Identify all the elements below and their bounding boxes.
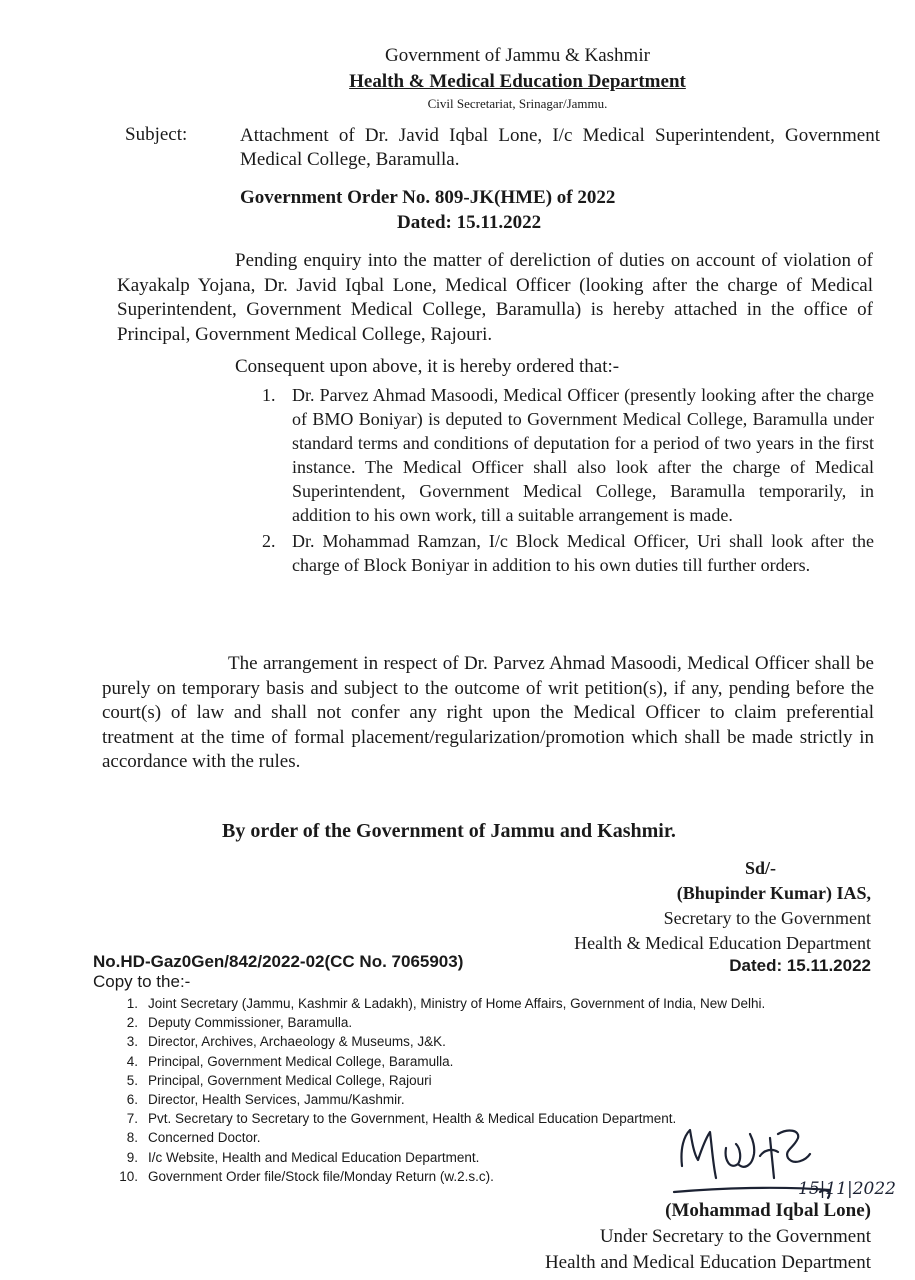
- signatory-name: (Bhupinder Kumar) IAS,: [676, 883, 871, 903]
- order-item-text: Dr. Parvez Ahmad Masoodi, Medical Officer (presently looking after the charge of BMO Boniyar) is deputed to Government Medical College, Baramulla under standard terms and conditions of deputation for a period of two years in the first instance. The Medical Officer shall also look after the charge of Medical Superintendent, Government Medical College, Baramulla temporarily, in addition to his own work, till a suitable arrangement is made.: [292, 385, 874, 525]
- copy-item-text: Deputy Commissioner, Baramulla.: [148, 1015, 353, 1031]
- secretary-signature-block: [574, 856, 871, 956]
- signed-mark: Sd/-: [744, 858, 776, 878]
- body-paragraph-2: Consequent upon above, it is hereby ordered that:-: [235, 356, 620, 377]
- header-government: Government of Jammu & Kashmir: [385, 45, 650, 66]
- order-date: Dated: 15.11.2022: [397, 212, 542, 233]
- order-number: Government Order No. 809-JK(HME) of 2022: [240, 187, 616, 208]
- copy-list-item: [112, 1013, 852, 1032]
- copy-item-number: 5.: [126, 1072, 138, 1088]
- order-list-item: [262, 383, 874, 527]
- copy-item-text: Joint Secretary (Jammu, Kashmir & Ladakh), Ministry of Home Affairs, Government of India, New Delhi.: [148, 996, 766, 1011]
- body-paragraph-1: Pending enquiry into the matter of dereliction of duties on account of violation of Kayakalp Yojana, Dr. Javid Iqbal Lone, Medical Officer (looking after the charge of Medical Superintendent, Government Medical College, Baramulla) is hereby attached in the office of Principal, Government Medical College, Rajouri.: [117, 250, 873, 345]
- copy-list-item: [112, 1032, 852, 1051]
- copy-list-item: [112, 994, 852, 1013]
- under-secretary-title: Under Secretary to the Government: [599, 1226, 871, 1247]
- order-item-number: 1.: [262, 385, 276, 405]
- copy-item-text: I/c Website, Health and Medical Education Department.: [148, 1149, 480, 1165]
- order-list: [262, 383, 874, 579]
- copy-list-item: [112, 1071, 852, 1090]
- svg-text:15|11|2022: 15|11|2022: [798, 1179, 896, 1199]
- copy-item-text: Director, Archives, Archaeology & Museums, J&K.: [148, 1034, 446, 1050]
- header-address: Civil Secretariat, Srinagar/Jammu.: [427, 96, 608, 111]
- reference-number: No.HD-Gaz0Gen/842/2022-02(CC No. 7065903): [93, 952, 464, 971]
- by-order-line: By order of the Government of Jammu and Kashmir.: [222, 820, 676, 842]
- copy-item-number: 2.: [126, 1015, 138, 1031]
- body-paragraph-3: The arrangement in respect of Dr. Parvez Ahmad Masoodi, Medical Officer shall be purely on temporary basis and subject to the outcome of writ petition(s), if any, pending before the court(s) of law and shall not confer any right upon the Medical Officer to claim preferential treatment at the time of formal placement/regularization/promotion which shall be made strictly in accordance with the rules.: [102, 653, 874, 772]
- header-department: Health & Medical Education Department: [349, 71, 686, 92]
- copy-item-text: Government Order file/Stock file/Monday Return (w.2.s.c).: [148, 1168, 494, 1184]
- copy-item-text: Concerned Doctor.: [148, 1130, 261, 1146]
- copy-item-number: 7.: [126, 1111, 138, 1127]
- signatory-title: Secretary to the Government: [663, 908, 871, 928]
- copy-item-number: 8.: [126, 1130, 138, 1146]
- under-secretary-signature-block: [545, 1198, 871, 1276]
- copy-item-text: Principal, Government Medical College, Baramulla.: [148, 1053, 454, 1069]
- copy-item-text: Pvt. Secretary to Secretary to the Government, Health & Medical Education Department.: [148, 1111, 677, 1127]
- copy-item-number: 3.: [126, 1034, 138, 1050]
- copy-item-number: 4.: [126, 1053, 138, 1069]
- subject-label: Subject:: [125, 124, 188, 145]
- under-secretary-name: (Mohammad Iqbal Lone): [665, 1200, 871, 1221]
- signatory-department: Health & Medical Education Department: [574, 933, 871, 953]
- order-item-text: Dr. Mohammad Ramzan, I/c Block Medical Officer, Uri shall look after the charge of Block Boniyar in addition to his own duties till further orders.: [292, 531, 874, 575]
- copy-list-item: [112, 1090, 852, 1109]
- copy-item-number: 1.: [126, 996, 138, 1011]
- under-secretary-department: Health and Medical Education Department: [544, 1252, 871, 1273]
- copy-list-item: [112, 1052, 852, 1071]
- copy-item-number: 9.: [126, 1149, 138, 1165]
- copy-item-text: Principal, Government Medical College, Rajouri: [148, 1072, 432, 1088]
- copy-item-number: 6.: [126, 1092, 138, 1108]
- reference-date: Dated: 15.11.2022: [729, 956, 871, 975]
- copy-to-label: Copy to the:-: [93, 972, 191, 991]
- copy-item-text: Director, Health Services, Jammu/Kashmir.: [148, 1092, 405, 1108]
- subject-text: Attachment of Dr. Javid Iqbal Lone, I/c Medical Superintendent, Government Medical College, Baramulla.: [240, 125, 880, 170]
- order-item-number: 2.: [262, 531, 276, 551]
- order-list-item: [262, 529, 874, 577]
- copy-item-number: 10.: [119, 1168, 138, 1184]
